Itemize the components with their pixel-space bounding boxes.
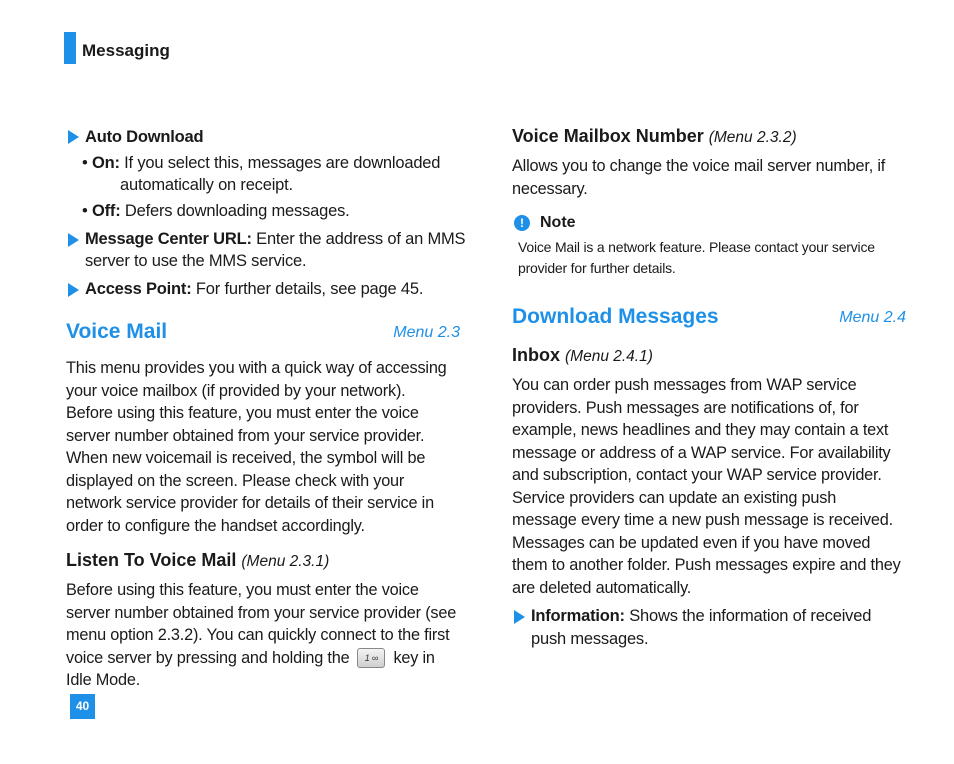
on-option: • On: If you select this, messages are downloaded — [82, 154, 441, 172]
body-line: providers. Push messages are notifications of, for — [512, 398, 859, 417]
body-line: server number obtained from your service provider. — [66, 426, 425, 445]
body-line: menu option 2.3.2). You can quickly connect to the first — [66, 626, 450, 644]
listen-title — [66, 550, 329, 571]
body-line: message every time a new push message is received. — [512, 511, 893, 529]
body-line: Service providers can update an existing push — [512, 488, 837, 507]
body-line: Before using this feature, you must enter the voice — [66, 404, 419, 422]
voice-mail-menu: Menu 2.3 — [393, 324, 460, 341]
listen-body — [66, 579, 456, 692]
off-option: • Off: Defers downloading messages. — [82, 202, 350, 220]
mailbox-menu: (Menu 2.3.2) — [708, 129, 797, 146]
mailbox-body — [512, 155, 885, 200]
body-line: your voice mailbox (if provided by your network). — [66, 381, 406, 400]
bullet-arrow-icon — [68, 130, 79, 144]
message-center-text-2: server to use the MMS service. — [85, 252, 307, 270]
message-center-text-1: Enter the address of an MMS — [256, 230, 466, 248]
on-label: On: — [91, 154, 120, 172]
inbox-title-text: Inbox — [512, 345, 560, 365]
information-text-2: push messages. — [531, 630, 649, 648]
inbox-menu: (Menu 2.4.1) — [565, 348, 653, 365]
body-line: Idle Mode. — [66, 671, 141, 689]
body-line: message or address of a WAP service. For availability — [512, 443, 891, 462]
message-center-item — [85, 228, 465, 251]
download-title: Download Messages — [512, 305, 719, 328]
body-line: network service provider for details of their service in — [66, 494, 434, 512]
body-line: Messages can be updated even if you have moved — [512, 533, 871, 552]
body-line-part: voice server by pressing and holding the — [66, 648, 350, 667]
listen-menu: (Menu 2.3.1) — [241, 553, 330, 570]
message-center-label: Message Center URL: — [85, 230, 252, 248]
body-line: You can order push messages from WAP service — [512, 376, 857, 394]
page-number: 40 — [70, 694, 95, 719]
download-menu: Menu 2.4 — [839, 309, 906, 326]
body-line: example, news headlines and they may contain a text — [512, 421, 889, 439]
off-text: Defers downloading messages. — [124, 202, 350, 220]
inbox-title — [512, 345, 653, 366]
bullet-arrow-icon — [68, 283, 79, 297]
note-line: Voice Mail is a network feature. Please contact your service — [518, 239, 875, 255]
access-point-label: Access Point: — [85, 280, 192, 298]
listen-title-text: Listen To Voice Mail — [66, 550, 237, 570]
body-line: and subscription, contact your WAP service provider. — [512, 466, 882, 484]
body-line-part: key in — [393, 648, 435, 667]
header-title: Messaging — [82, 41, 170, 60]
body-line: When new voicemail is received, the symbol will be — [66, 449, 426, 467]
note-line: provider for further details. — [518, 260, 676, 276]
voice-mail-title: Voice Mail — [66, 320, 168, 343]
bullet-arrow-icon — [514, 610, 525, 624]
information-text-1: Shows the information of received — [629, 607, 872, 625]
on-text-2: automatically on receipt. — [120, 176, 293, 194]
body-line: necessary. — [512, 179, 588, 198]
voice-mail-body — [66, 357, 447, 537]
note-body — [518, 237, 875, 279]
exclamation-icon: ! — [514, 215, 530, 231]
access-point-text: For further details, see page 45. — [195, 280, 424, 298]
body-line: server number obtained from your service provider (see — [66, 603, 457, 622]
access-point-item — [85, 278, 423, 301]
bullet-arrow-icon — [68, 233, 79, 247]
mailbox-title-text: Voice Mailbox Number — [512, 126, 704, 146]
off-label: Off: — [91, 202, 121, 220]
body-line — [66, 647, 456, 670]
note-label: Note — [540, 214, 576, 231]
body-line: them to another folder. Push messages expire and they — [512, 556, 901, 574]
information-label: Information: — [531, 607, 625, 625]
header-accent-bar — [64, 32, 76, 64]
body-line: displayed on the screen. Please check with your — [66, 471, 405, 490]
on-text-1: If you select this, messages are downloaded — [124, 154, 441, 172]
body-line: are deleted automatically. — [512, 578, 692, 597]
body-line: Allows you to change the voice mail server number, if — [512, 157, 886, 175]
mailbox-title — [512, 126, 797, 147]
body-line: Before using this feature, you must enter the voice — [66, 581, 419, 599]
auto-download-label: Auto Download — [85, 128, 204, 146]
inbox-body — [512, 374, 901, 599]
information-item — [531, 605, 871, 628]
key-1-icon: 1 ∞ — [357, 648, 385, 668]
body-line: order to configure the handset accordingly. — [66, 516, 365, 535]
body-line: This menu provides you with a quick way of accessing — [66, 359, 447, 377]
